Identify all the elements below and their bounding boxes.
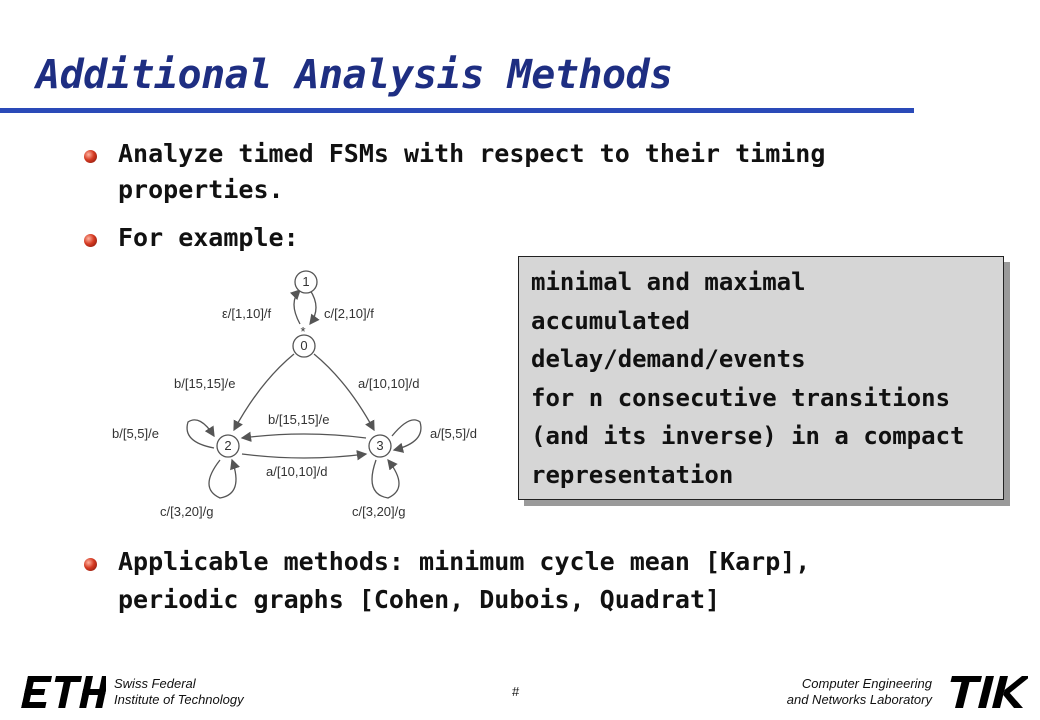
label-0-to-3: a/[10,10]/d bbox=[358, 376, 420, 391]
svg-text:1: 1 bbox=[302, 274, 310, 289]
state-1 bbox=[295, 271, 317, 293]
footer-right-line-1: Computer Engineering bbox=[801, 676, 932, 691]
bullet-icon bbox=[84, 558, 97, 571]
bullet-icon bbox=[84, 234, 97, 247]
label-1-to-0: ε/[1,10]/f bbox=[222, 306, 272, 321]
bullet-3-line-1: Applicable methods: minimum cycle mean [Karp], bbox=[118, 547, 811, 576]
footer-right-line-2: and Networks Laboratory bbox=[786, 692, 932, 707]
bullet-2-line-1: For example: bbox=[118, 223, 299, 252]
callout-line-5: (and its inverse) in a compact bbox=[531, 422, 965, 450]
state-0 bbox=[293, 324, 315, 357]
callout-box bbox=[518, 256, 1004, 500]
svg-text:3: 3 bbox=[376, 438, 384, 453]
callout-line-3: delay/demand/events bbox=[531, 345, 806, 373]
page-number: # bbox=[512, 684, 520, 699]
footer-left-line-1: Swiss Federal bbox=[114, 676, 196, 691]
eth-logo bbox=[20, 676, 106, 708]
footer-lab bbox=[764, 676, 932, 708]
callout-text bbox=[531, 263, 964, 494]
edge-2-to-3 bbox=[242, 454, 366, 458]
svg-text:0: 0 bbox=[300, 338, 308, 353]
footer-left-line-2: Institute of Technology bbox=[114, 692, 244, 707]
callout-line-1: minimal and maximal bbox=[531, 268, 806, 296]
label-0-to-1: c/[2,10]/f bbox=[324, 306, 374, 321]
edge-0-to-1 bbox=[294, 290, 300, 324]
tik-logo bbox=[944, 676, 1028, 708]
title-underline bbox=[0, 108, 914, 113]
edge-3-to-2 bbox=[242, 434, 366, 438]
initial-state-marker: * bbox=[300, 324, 306, 339]
edge-3-self-c bbox=[372, 460, 399, 498]
callout-line-2: accumulated bbox=[531, 306, 690, 335]
label-0-to-2: b/[15,15]/e bbox=[174, 376, 236, 391]
label-3-self-a: a/[5,5]/d bbox=[430, 426, 477, 441]
state-3 bbox=[369, 435, 391, 457]
bullet-3-line-2: periodic graphs [Cohen, Dubois, Quadrat] bbox=[118, 585, 721, 614]
label-2-self-b: b/[5,5]/e bbox=[112, 426, 159, 441]
bullet-1-line-1: Analyze timed FSMs with respect to their timing bbox=[118, 139, 826, 168]
timed-fsm-diagram bbox=[110, 262, 510, 524]
edge-2-self-c bbox=[209, 460, 236, 498]
callout-line-6: representation bbox=[531, 460, 734, 489]
state-2 bbox=[217, 435, 239, 457]
callout-line-4: for n consecutive transitions bbox=[531, 383, 951, 412]
label-3-self-c: c/[3,20]/g bbox=[352, 504, 406, 519]
edge-1-to-0 bbox=[310, 290, 316, 324]
bullet-icon bbox=[84, 150, 97, 163]
svg-text:2: 2 bbox=[224, 438, 232, 453]
label-3-to-2: b/[15,15]/e bbox=[268, 412, 330, 427]
edge-3-self-a bbox=[392, 420, 421, 450]
edge-2-self-b bbox=[187, 420, 214, 448]
label-2-to-3: a/[10,10]/d bbox=[266, 464, 328, 479]
label-2-self-c: c/[3,20]/g bbox=[160, 504, 214, 519]
slide-title: Additional Analysis Methods bbox=[36, 52, 673, 98]
footer-institution bbox=[114, 676, 244, 708]
bullet-1-line-2: properties. bbox=[118, 175, 284, 204]
